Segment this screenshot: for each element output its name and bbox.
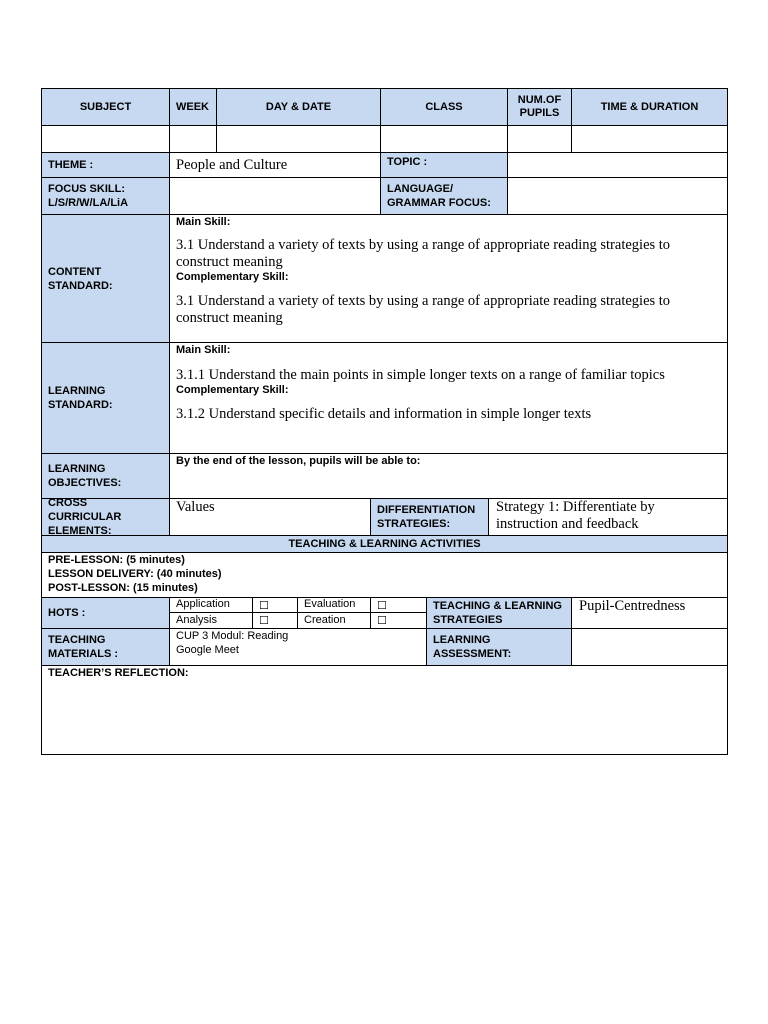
hots-analysis bbox=[169, 612, 253, 629]
language-focus-label bbox=[380, 177, 508, 215]
language-focus-label-line2: GRAMMAR FOCUS: bbox=[387, 197, 491, 209]
lesson-delivery: LESSON DELIVERY: (40 minutes) bbox=[48, 568, 222, 580]
learning-assessment-value[interactable] bbox=[571, 628, 728, 666]
activities-body[interactable] bbox=[41, 552, 728, 598]
learning-assessment-label bbox=[426, 628, 572, 666]
hots-label bbox=[41, 597, 170, 629]
teacher-reflection[interactable] bbox=[41, 665, 728, 755]
content-main-skill-label: Main Skill: bbox=[176, 216, 231, 228]
learning-objectives-value[interactable] bbox=[169, 453, 728, 499]
cross-curricular-label-line2: ELEMENTS: bbox=[48, 525, 112, 536]
checkbox-icon: ☐ bbox=[377, 598, 387, 612]
header-num-pupils-line1: NUM.OF bbox=[517, 94, 562, 106]
tl-strategies-value[interactable] bbox=[571, 597, 728, 629]
learning-objectives-label-line1: LEARNING bbox=[48, 463, 106, 475]
hots-application-checkbox[interactable] bbox=[252, 597, 298, 613]
learning-complementary-text: 3.1.2 Understand specific details and information in simple longer texts bbox=[176, 406, 592, 422]
hots-evaluation-checkbox[interactable] bbox=[370, 597, 427, 613]
teacher-reflection-label: TEACHER’S REFLECTION: bbox=[48, 667, 189, 679]
hots-analysis-text: Analysis bbox=[176, 614, 217, 626]
topic-value[interactable] bbox=[507, 152, 728, 178]
activities-title-text: TEACHING & LEARNING ACTIVITIES bbox=[288, 537, 481, 550]
cross-curricular-value[interactable] bbox=[169, 498, 371, 536]
header-num-pupils-line2: PUPILS bbox=[519, 107, 560, 119]
content-complementary-text: 3.1 Understand a variety of texts by using a range of appropriate reading strategies to construct meaning bbox=[176, 293, 671, 326]
learning-standard-label bbox=[41, 342, 170, 454]
header-num-pupils bbox=[507, 88, 572, 126]
week-value[interactable] bbox=[169, 125, 217, 153]
tl-strategies-label-line1: TEACHING & LEARNING bbox=[433, 600, 562, 612]
language-focus-label-line1: LANGUAGE/ bbox=[387, 183, 453, 195]
activities-title bbox=[41, 535, 728, 553]
learning-objectives-label bbox=[41, 453, 170, 499]
teaching-materials-label-line2: MATERIALS : bbox=[48, 648, 119, 660]
header-class bbox=[380, 88, 508, 126]
cross-curricular-label bbox=[41, 498, 170, 536]
header-class-text: CLASS bbox=[425, 100, 463, 113]
theme-label-text: THEME : bbox=[48, 159, 94, 171]
pre-lesson: PRE-LESSON: (5 minutes) bbox=[48, 554, 185, 566]
hots-creation-text: Creation bbox=[304, 614, 346, 626]
focus-skill-label-line2: L/S/R/W/LA/LiA bbox=[48, 197, 129, 209]
content-complementary-label: Complementary Skill: bbox=[176, 271, 289, 283]
checkbox-icon: ☐ bbox=[259, 614, 269, 627]
content-standard-label-line2: STANDARD: bbox=[48, 279, 113, 292]
header-time-duration bbox=[571, 88, 728, 126]
theme-label bbox=[41, 152, 170, 178]
learning-objectives-text: By the end of the lesson, pupils will be able to: bbox=[176, 455, 421, 467]
tl-strategies-text: Pupil-Centredness bbox=[579, 598, 686, 614]
tl-strategies-label bbox=[426, 597, 572, 629]
header-subject-text: SUBJECT bbox=[79, 100, 132, 113]
differentiation-label bbox=[370, 498, 489, 536]
hots-creation-checkbox[interactable] bbox=[370, 612, 427, 629]
class-value[interactable] bbox=[380, 125, 508, 153]
hots-application-text: Application bbox=[176, 598, 230, 610]
content-standard-label bbox=[41, 214, 170, 343]
learning-objectives-label-line2: OBJECTIVES: bbox=[48, 477, 122, 489]
cross-curricular-text: Values bbox=[176, 499, 215, 515]
hots-analysis-checkbox[interactable] bbox=[252, 612, 298, 629]
language-focus-value[interactable] bbox=[507, 177, 728, 215]
header-time-duration-text: TIME & DURATION bbox=[600, 100, 699, 113]
differentiation-value[interactable] bbox=[488, 498, 728, 536]
teaching-materials-value[interactable] bbox=[169, 628, 427, 666]
topic-label-text: TOPIC : bbox=[387, 156, 428, 168]
learning-standard-label-line2: STANDARD: bbox=[48, 399, 113, 411]
checkbox-icon: ☐ bbox=[259, 598, 269, 612]
content-main-skill-text: 3.1 Understand a variety of texts by using a range of appropriate reading strategies to construct meaning bbox=[176, 237, 671, 270]
content-standard-label-line1: CONTENT bbox=[48, 265, 102, 278]
learning-complementary-label: Complementary Skill: bbox=[176, 384, 289, 396]
header-week-text: WEEK bbox=[176, 100, 209, 113]
differentiation-text: Strategy 1: Differentiate by instruction and feedback bbox=[496, 499, 655, 532]
teaching-materials-line2: Google Meet bbox=[176, 644, 239, 656]
subject-value[interactable] bbox=[41, 125, 170, 153]
topic-label bbox=[380, 152, 508, 178]
learning-assessment-label-line2: ASSESSMENT: bbox=[433, 648, 512, 660]
num-pupils-value[interactable] bbox=[507, 125, 572, 153]
header-day-date bbox=[216, 88, 381, 126]
hots-evaluation bbox=[297, 597, 371, 613]
tl-strategies-label-line2: STRATEGIES bbox=[433, 614, 503, 626]
differentiation-label-line1: DIFFERENTIATION bbox=[377, 504, 476, 516]
learning-standard-value[interactable] bbox=[169, 342, 728, 454]
differentiation-label-line2: STRATEGIES: bbox=[377, 518, 451, 530]
learning-assessment-label-line1: LEARNING bbox=[433, 634, 491, 646]
learning-standard-label-line1: LEARNING bbox=[48, 385, 106, 397]
focus-skill-value[interactable] bbox=[169, 177, 381, 215]
header-day-date-text: DAY & DATE bbox=[265, 100, 332, 113]
time-duration-value[interactable] bbox=[571, 125, 728, 153]
cross-curricular-label-line1: CROSS CURRICULAR bbox=[48, 498, 122, 523]
theme-value-text: People and Culture bbox=[176, 156, 288, 173]
focus-skill-label bbox=[41, 177, 170, 215]
learning-main-skill-label: Main Skill: bbox=[176, 344, 231, 356]
theme-value[interactable] bbox=[169, 152, 381, 178]
hots-application bbox=[169, 597, 253, 613]
hots-label-text: HOTS : bbox=[48, 607, 86, 619]
header-subject bbox=[41, 88, 170, 126]
teaching-materials-label-line1: TEACHING bbox=[48, 634, 106, 646]
hots-creation bbox=[297, 612, 371, 629]
day-date-value[interactable] bbox=[216, 125, 381, 153]
focus-skill-label-line1: FOCUS SKILL: bbox=[48, 183, 125, 195]
checkbox-icon: ☐ bbox=[377, 614, 387, 627]
header-week bbox=[169, 88, 217, 126]
hots-evaluation-text: Evaluation bbox=[304, 598, 356, 610]
post-lesson: POST-LESSON: (15 minutes) bbox=[48, 582, 198, 594]
teaching-materials-line1: CUP 3 Modul: Reading bbox=[176, 630, 289, 642]
teaching-materials-label bbox=[41, 628, 170, 666]
learning-main-skill-text: 3.1.1 Understand the main points in simple longer texts on a range of familiar topics bbox=[176, 367, 665, 383]
content-standard-value[interactable] bbox=[169, 214, 728, 343]
